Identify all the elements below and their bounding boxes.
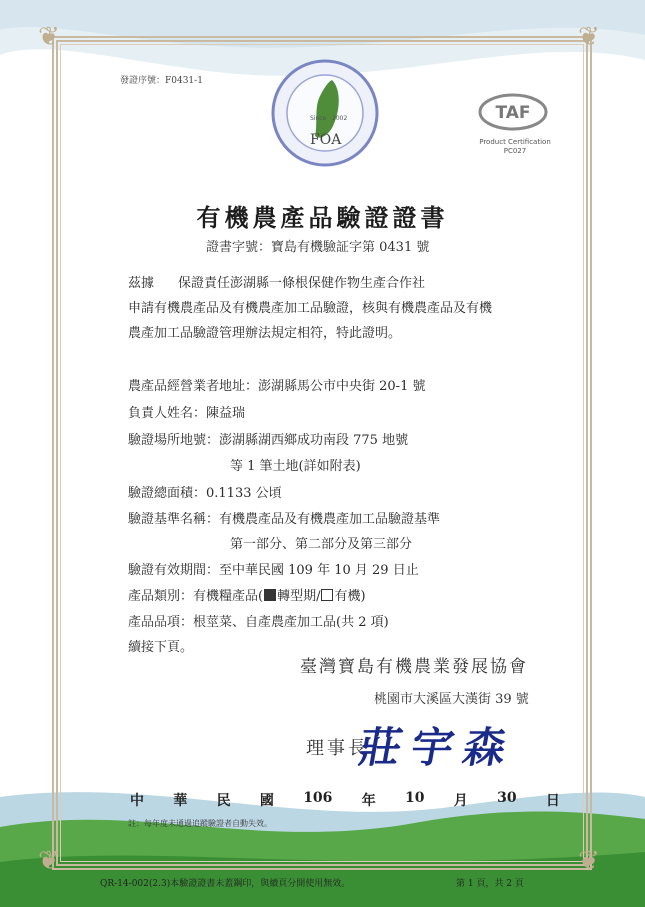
date-part: 年 xyxy=(361,793,376,809)
date-year: 106 xyxy=(303,790,333,806)
field-area: 驗證總面積：0.1133 公頃 xyxy=(128,486,282,501)
date-part: 中 xyxy=(130,793,144,809)
field-site-2: 等 1 筆土地(詳如附表) xyxy=(230,459,361,474)
field-standard-2: 第一部分、第二部分及第三部分 xyxy=(230,537,413,552)
organization-name: 臺灣寶島有機農業發展協會 xyxy=(300,657,528,677)
date-day: 30 xyxy=(497,790,517,806)
seal-abbr: FOA xyxy=(310,132,342,148)
footer-form-code: QR-14-002(2.3)本驗證證書未蓋鋼印，與續頁分開使用無效。 xyxy=(100,879,351,889)
field-person: 負責人姓名：陳益瑞 xyxy=(128,406,246,421)
corner-ornament-icon: ❦ xyxy=(38,846,60,876)
organization-address: 桃園市大溪區大漢街 39 號 xyxy=(374,692,529,707)
body-line-3: 農產加工品驗證管理辦法規定相符，特此證明。 xyxy=(128,326,402,341)
body-line-2: 申請有機農產品及有機農產加工品驗證，核與有機農產品及有機 xyxy=(128,301,493,316)
continued-note: 續接下頁。 xyxy=(128,640,194,655)
chairman-title: 理事長 xyxy=(306,738,369,759)
foa-seal-logo xyxy=(270,58,380,168)
category-prefix: 產品類別：有機糧產品( xyxy=(128,589,264,604)
category-option-organic: 有機) xyxy=(334,589,366,604)
serial-number: 發證序號：F0431-1 xyxy=(120,76,203,86)
certificate-number: 證書字號：寶島有機驗証字第 0431 號 xyxy=(206,240,430,255)
body-line-1-lead: 茲據 xyxy=(128,276,155,291)
date-part: 月 xyxy=(453,793,468,809)
field-validity: 驗證有效期間：至中華民國 109 年 10 月 29 日止 xyxy=(128,563,419,578)
field-items: 產品品項：根莖菜、自產農產加工品(共 2 項) xyxy=(128,615,389,630)
date-month: 10 xyxy=(405,790,425,806)
date-part: 日 xyxy=(545,793,560,809)
taf-logo-text: TAF xyxy=(495,103,531,123)
seal-year: 2002 xyxy=(332,115,348,122)
footer-page-number: 第 1 頁，共 2 頁 xyxy=(456,879,524,889)
field-standard-1: 驗證基準名稱：有機農產品及有機農產加工品驗證基準 xyxy=(128,512,441,527)
corner-ornament-icon: ❦ xyxy=(38,22,60,52)
issue-date xyxy=(130,790,560,810)
field-site-1: 驗證場所地號：澎湖縣湖西鄉成功南段 775 地號 xyxy=(128,433,409,448)
checkbox-empty-icon xyxy=(321,589,333,601)
field-category xyxy=(128,585,366,604)
footnote: 註：每年度未通過追蹤驗證者自動失效。 xyxy=(128,819,272,828)
corner-ornament-icon: ❦ xyxy=(578,22,600,52)
category-option-transition: 轉型期/ xyxy=(277,589,321,604)
date-part: 國 xyxy=(259,793,274,809)
taf-caption xyxy=(474,138,556,156)
field-address: 農產品經營業者地址：澎湖縣馬公市中央街 20-1 號 xyxy=(128,379,426,394)
chairman-signature: 莊宇森 xyxy=(355,723,520,772)
date-part: 華 xyxy=(173,793,188,809)
date-part: 民 xyxy=(216,793,231,809)
seal-since: Since xyxy=(310,115,327,122)
corner-ornament-icon: ❦ xyxy=(578,846,600,876)
body-line-1-applicant: 保證責任澎湖縣一條根保健作物生產合作社 xyxy=(178,276,426,291)
certificate-title: 有機農產品驗證證書 xyxy=(196,203,449,232)
taf-line1: Product Certification xyxy=(479,138,551,146)
taf-logo xyxy=(478,92,548,132)
taf-line2: PC027 xyxy=(503,147,527,155)
checkbox-checked-icon xyxy=(264,589,276,601)
